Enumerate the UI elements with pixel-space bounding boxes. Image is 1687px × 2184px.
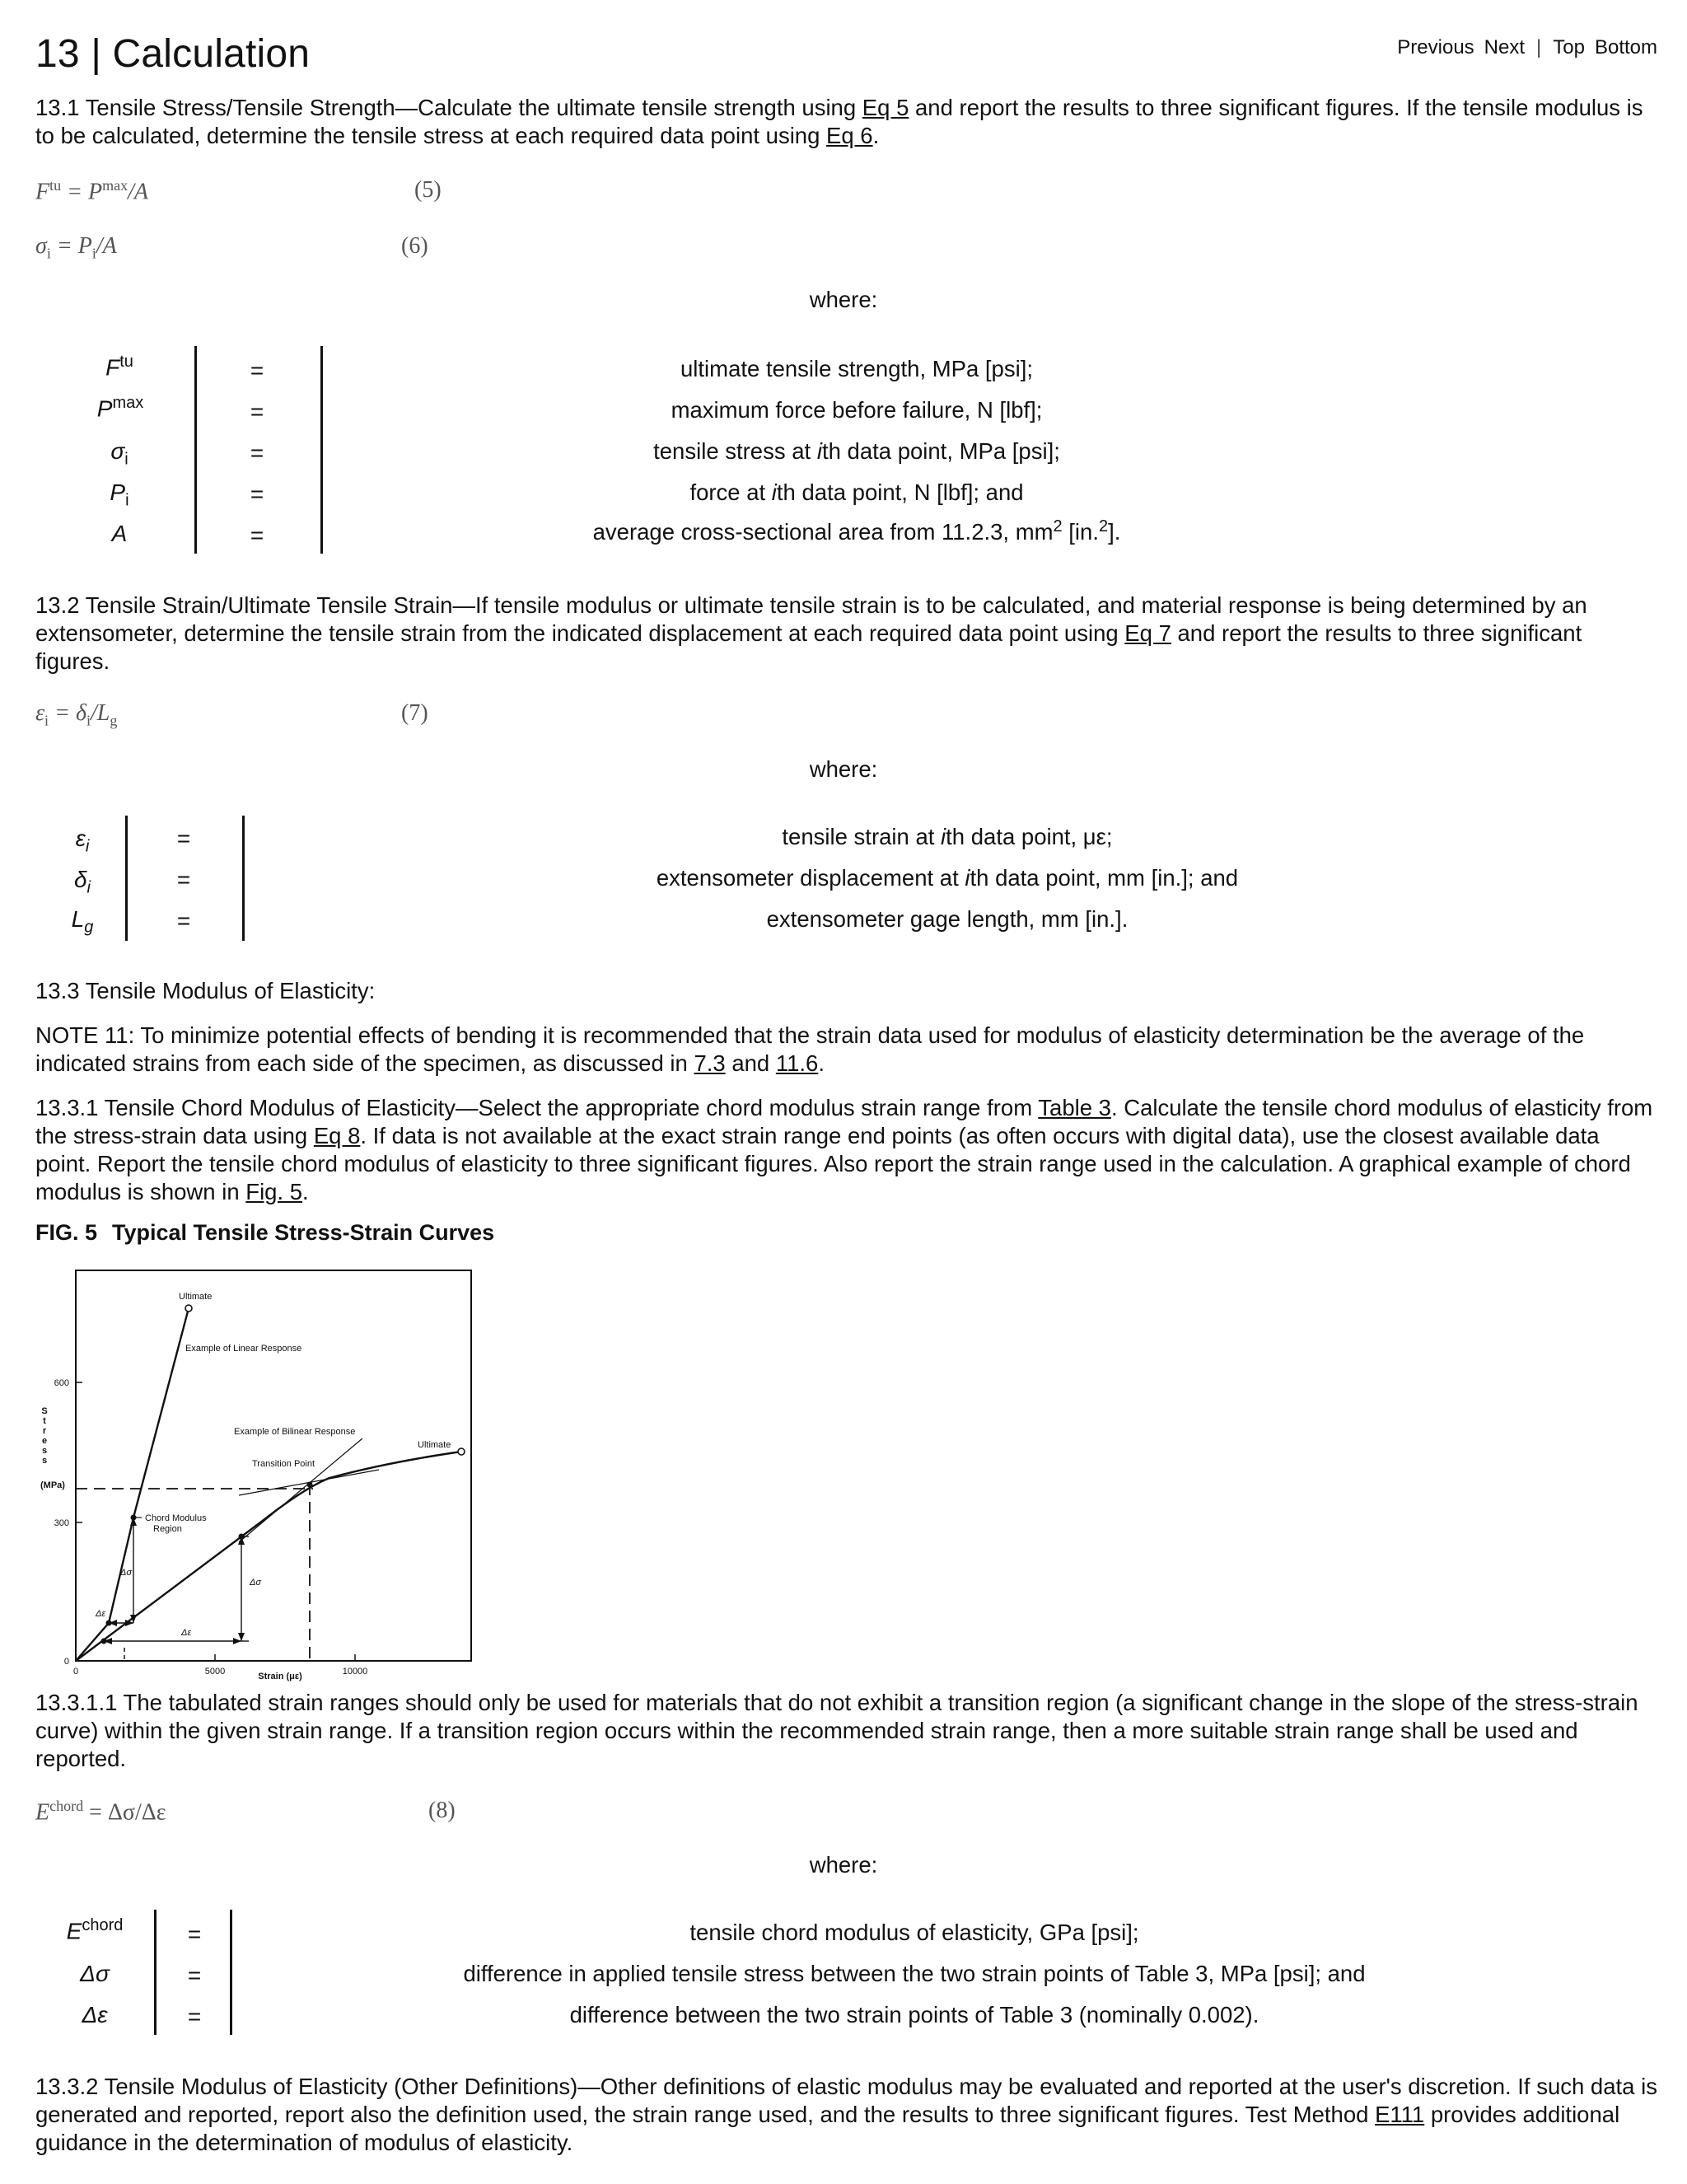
top-link[interactable]: Top [1553,36,1585,58]
equation-7-number: (7) [401,700,428,726]
x-tick-label: 0 [72,1667,79,1677]
def-symbol-p-sub: i [125,491,129,510]
def-desc-delta-i [535,865,1359,891]
def-symbol-echord-sup: chord [82,1916,124,1934]
def-symbol-pmax-base: P [96,395,113,422]
transition-point-marker [307,1482,313,1488]
eq8-lhs-sup: chord [49,1798,84,1814]
def-symbol-eps-i [49,825,115,857]
def-symbol-sigma-i [82,438,157,470]
def-symbol-delta-base: δ [73,867,87,892]
ylabel-letter: e [41,1436,48,1446]
def-equals: = [187,2004,202,2029]
equation-7 [35,700,117,730]
def-desc-part: th data point, MPa [psi]; [821,438,1060,464]
section-13-3-2-end: provides additional guidance in the determination of modulus of elasticity. [35,2102,1620,2155]
fig-5-link[interactable]: Fig. 5 [245,1179,303,1204]
ylabel-unit: (MPa) [40,1480,65,1490]
eq5-rhs: /A [128,179,149,205]
figure-caption-text: Typical Tensile Stress-Strain Curves [112,1220,495,1245]
section-13-2-lead: 13.2 Tensile Strain/Ultimate Tensile Strain—If tensile modulus or ultimate tensile strain is to be calculated, and material response is being determined by an extensometer, determine the tensile strain from the indicated displacement at each required data point using [35,592,1587,646]
def-symbol-lg-sub: g [84,918,94,937]
ylabel-letter: r [42,1426,47,1436]
equation-5 [35,177,148,205]
x-axis-label: Strain (με) [258,1672,302,1681]
def-equals: = [250,440,264,465]
ref-11-6-link[interactable]: 11.6 [775,1050,819,1076]
def-desc-p-i [445,479,1269,506]
y-ticks [54,1378,82,1667]
eq8-link[interactable]: Eq 8 [313,1123,361,1148]
def-symbol-dsigma: Δσ [80,1961,110,1986]
def2-divider-left [125,816,128,941]
def-equals: = [250,399,264,424]
def3-divider-right [230,1910,232,2035]
def-desc-pmax: maximum force before failure, N [lbf]; [671,397,1043,423]
eq6-sub: i [46,245,51,262]
def-symbol-lg-base: L [71,906,85,932]
def-desc-part: th data point, με; [946,824,1113,849]
figure-caption-number: FIG. 5 [35,1220,98,1245]
def-desc-eps-i [535,824,1359,850]
def-desc-italic: i [965,865,970,891]
label-dsigma-linear: Δσ [120,1568,133,1578]
def-desc-part: average cross-sectional area from 11.2.3, mm [592,519,1054,545]
label-deps-linear: Δε [96,1609,106,1619]
section-13-3-1-mid2: . If data is not available at the exact strain range end points (as often occurs with digital data), use the closest available data point. Report the tensile chord modulus of elasticity to three significant figures. Also report the strain range used in the calculation. A graphical example of chord modulus is shown in [35,1123,1631,1204]
eq5-lhs: F [35,179,50,205]
arrowhead [238,1633,245,1641]
section-13-3-1-end: . [302,1179,309,1204]
def-symbol-p-base: P [110,479,126,505]
section-13-1-end: . [872,123,880,148]
equation-5-number: (5) [414,177,442,203]
def-desc-italic: i [771,479,777,505]
label-bilinear-response: Example of Bilinear Response [234,1427,356,1437]
y-axis-label [40,1406,65,1490]
eq7-link[interactable]: Eq 7 [1124,620,1171,646]
def-equals: = [176,825,191,851]
label-ultimate-linear: Ultimate [179,1292,213,1302]
note-11-lead: NOTE 11: To minimize potential effects of bending it is recommended that the strain data used for modulus of elasticity determination be the average of the indicated strains from each side of the specimen, as discussed in [35,1022,1585,1076]
def-equals: = [250,522,264,548]
ylabel-letter: s [41,1446,48,1456]
eq7-sub: i [44,712,49,729]
previous-link[interactable]: Previous [1397,36,1474,58]
def3-divider-left [154,1910,157,2035]
label-ultimate-bilinear: Ultimate [418,1440,451,1450]
eq5-link[interactable]: Eq 5 [862,95,909,120]
note-11-end: . [818,1050,825,1076]
label-transition-point: Transition Point [252,1459,315,1469]
def-symbol-sigma-base: σ [110,438,125,464]
def-desc-sup: 2 [1098,517,1109,535]
equation-8 [35,1798,166,1826]
def-symbol-a: A [111,521,128,546]
label-deps-bilinear: Δε [181,1628,192,1638]
label-chord-modulus: Chord Modulus [145,1513,207,1523]
section-13-1 [35,94,1658,150]
where-label-1: where: [809,287,878,312]
def-desc-italic: i [816,438,822,464]
x-ticks [73,1654,367,1677]
def-desc-part: ]. [1108,519,1121,545]
y-tick-label: 300 [54,1518,69,1528]
section-13-1-mid: and report the results to three significant figures. If the tensile modulus is to be calculated, determine the tensile stress at each required data point using [35,95,1643,148]
note-11 [35,1022,1658,1078]
section-13-3-1-lead: 13.3.1 Tensile Chord Modulus of Elasticity—Select the appropriate chord modulus strain range from [35,1095,1033,1120]
eq7-c: /L [91,700,110,726]
def-symbol-pmax [79,394,161,422]
page-title: 13 | Calculation [35,32,311,76]
def-desc-ftu: ultimate tensile strength, MPa [psi]; [680,356,1033,381]
section-13-3-1-1: 13.3.1.1 The tabulated strain ranges should only be used for materials that do not exhibit a transition region (a significant change in the slope of the stress-strain curve) within the given strain range. If a transition region occurs within the recommended strain range, then a more suitable strain range shall be used and reported. [35,1690,1638,1771]
def1-divider-right [320,346,323,554]
linear-response-curve [76,1308,192,1661]
def-desc-part: th data point, mm [in.]; and [970,865,1239,891]
def-desc-deps: difference between the two strain points of Table 3 (nominally 0.002). [569,2002,1259,2027]
next-link[interactable]: Next [1484,36,1526,58]
ylabel-letter: S [41,1406,48,1416]
def-desc-part: extensometer displacement at [656,865,965,891]
eq5-lhs-sup: tu [49,177,62,194]
def-symbol-lg [49,906,115,938]
ylabel-letter: s [41,1456,48,1466]
def-equals: = [250,481,264,507]
stress-strain-figure [33,1260,478,1689]
ylabel-letter: t [43,1416,46,1426]
eq6-link[interactable]: Eq 6 [826,123,873,148]
e111-link[interactable]: E111 [1375,2102,1425,2127]
eq8-lhs: E [35,1799,50,1826]
eq6-sigma: σ [35,233,47,259]
def-desc-sup: 2 [1053,517,1063,535]
label-chord-region: Region [153,1524,182,1534]
section-13-3-heading: 13.3 Tensile Modulus of Elasticity: [35,978,376,1003]
eq7-a: ε [35,700,45,726]
table-3-link[interactable]: Table 3 [1038,1095,1111,1120]
def-desc-lg: extensometer gage length, mm [in.]. [766,906,1129,932]
y-tick-label: 600 [54,1378,69,1388]
def-desc-echord: tensile chord modulus of elasticity, GPa [psi]; [689,1920,1139,1945]
def2-divider-right [242,816,245,941]
def-desc-part: [in. [1062,519,1099,545]
def-desc-italic: i [941,824,946,849]
def-symbol-delta-sub: i [86,878,91,897]
def-equals: = [176,867,191,892]
def-symbol-echord-base: E [66,1918,82,1944]
def-symbol-ftu [82,353,157,381]
linear-ultimate-marker [185,1305,192,1312]
def-symbol-eps-sub: i [85,837,90,856]
section-13-2-end: and report the results to three significant figures. [35,620,1582,674]
def-equals: = [187,1921,202,1947]
def-desc-dsigma: difference in applied tensile stress between the two strain points of Table 3, MPa [psi]; and [463,1961,1366,1986]
def-symbol-ftu-sup: tu [119,353,133,371]
equation-6-number: (6) [401,233,428,259]
eq6-mid: = P [50,233,92,259]
def-desc-part: tensile strain at [782,824,942,849]
def-equals: = [250,358,264,383]
section-13-3-1-mid: . Calculate the tensile chord modulus of elasticity from the stress-strain data using [35,1095,1653,1148]
eq6-rhs: /A [96,233,117,259]
section-13-2 [35,592,1658,676]
def-symbol-ftu-base: F [105,354,120,381]
bottom-link[interactable]: Bottom [1594,36,1657,58]
def-desc-area [445,517,1269,545]
x-tick-label: 5000 [204,1667,226,1677]
note-11-and: and [731,1050,770,1076]
section-13-3-1 [35,1094,1658,1206]
section-13-1-lead: 13.1 Tensile Stress/Tensile Strength—Calculate the ultimate tensile strength using [35,95,857,120]
where-label-3: where: [809,1852,878,1878]
figure-caption [35,1220,494,1246]
eq7-b: = δ [49,700,86,726]
def-equals: = [176,908,191,933]
equation-6 [35,233,117,263]
page-nav [1397,36,1657,59]
eq8-rhs: = Δσ/Δε [83,1799,166,1826]
y-tick-label: 0 [63,1657,69,1667]
arrowhead [233,1638,241,1644]
def-desc-sigma-i [445,438,1269,465]
label-dsigma-bilinear: Δσ [250,1578,262,1588]
def-symbol-deps: Δε [82,2002,108,2027]
eq7-sub3: g [110,712,118,729]
ref-7-3-link[interactable]: 7.3 [694,1050,726,1076]
tangent-line-initial [239,1438,362,1542]
def-symbol-p-i [82,479,157,511]
bilinear-ultimate-marker [458,1448,465,1455]
def-symbol-sigma-sub: i [124,450,129,469]
eq7-sub2: i [86,712,91,729]
def-desc-part: th data point, N [lbf]; and [776,479,1024,505]
eq5-mid-sup: max [102,177,129,194]
x-tick-label: 10000 [342,1667,368,1677]
eq6-sub2: i [91,245,96,262]
section-13-3-2-lead: 13.3.2 Tensile Modulus of Elasticity (Other Definitions)—Other definitions of elastic modulus may be evaluated and reported at the user's discretion. If such data is generated and reported, report also the definition used, the strain range used, and the results to three significant figures. Test Method [35,2074,1657,2127]
def1-divider-left [194,346,197,554]
nav-separator: | [1536,36,1542,58]
def-desc-part: tensile stress at [653,438,817,464]
equation-8-number: (8) [428,1798,456,1823]
eq5-mid: = P [61,179,103,205]
def-symbol-echord [49,1916,140,1944]
def-symbol-eps-base: ε [75,825,86,851]
section-13-3-2 [35,2073,1658,2157]
label-linear-response: Example of Linear Response [185,1344,302,1354]
def-desc-part: force at [689,479,772,505]
def-symbol-delta-i [49,867,115,898]
def-symbol-pmax-sup: max [112,394,144,412]
where-label-2: where: [809,756,878,782]
def-equals: = [187,1962,202,1988]
